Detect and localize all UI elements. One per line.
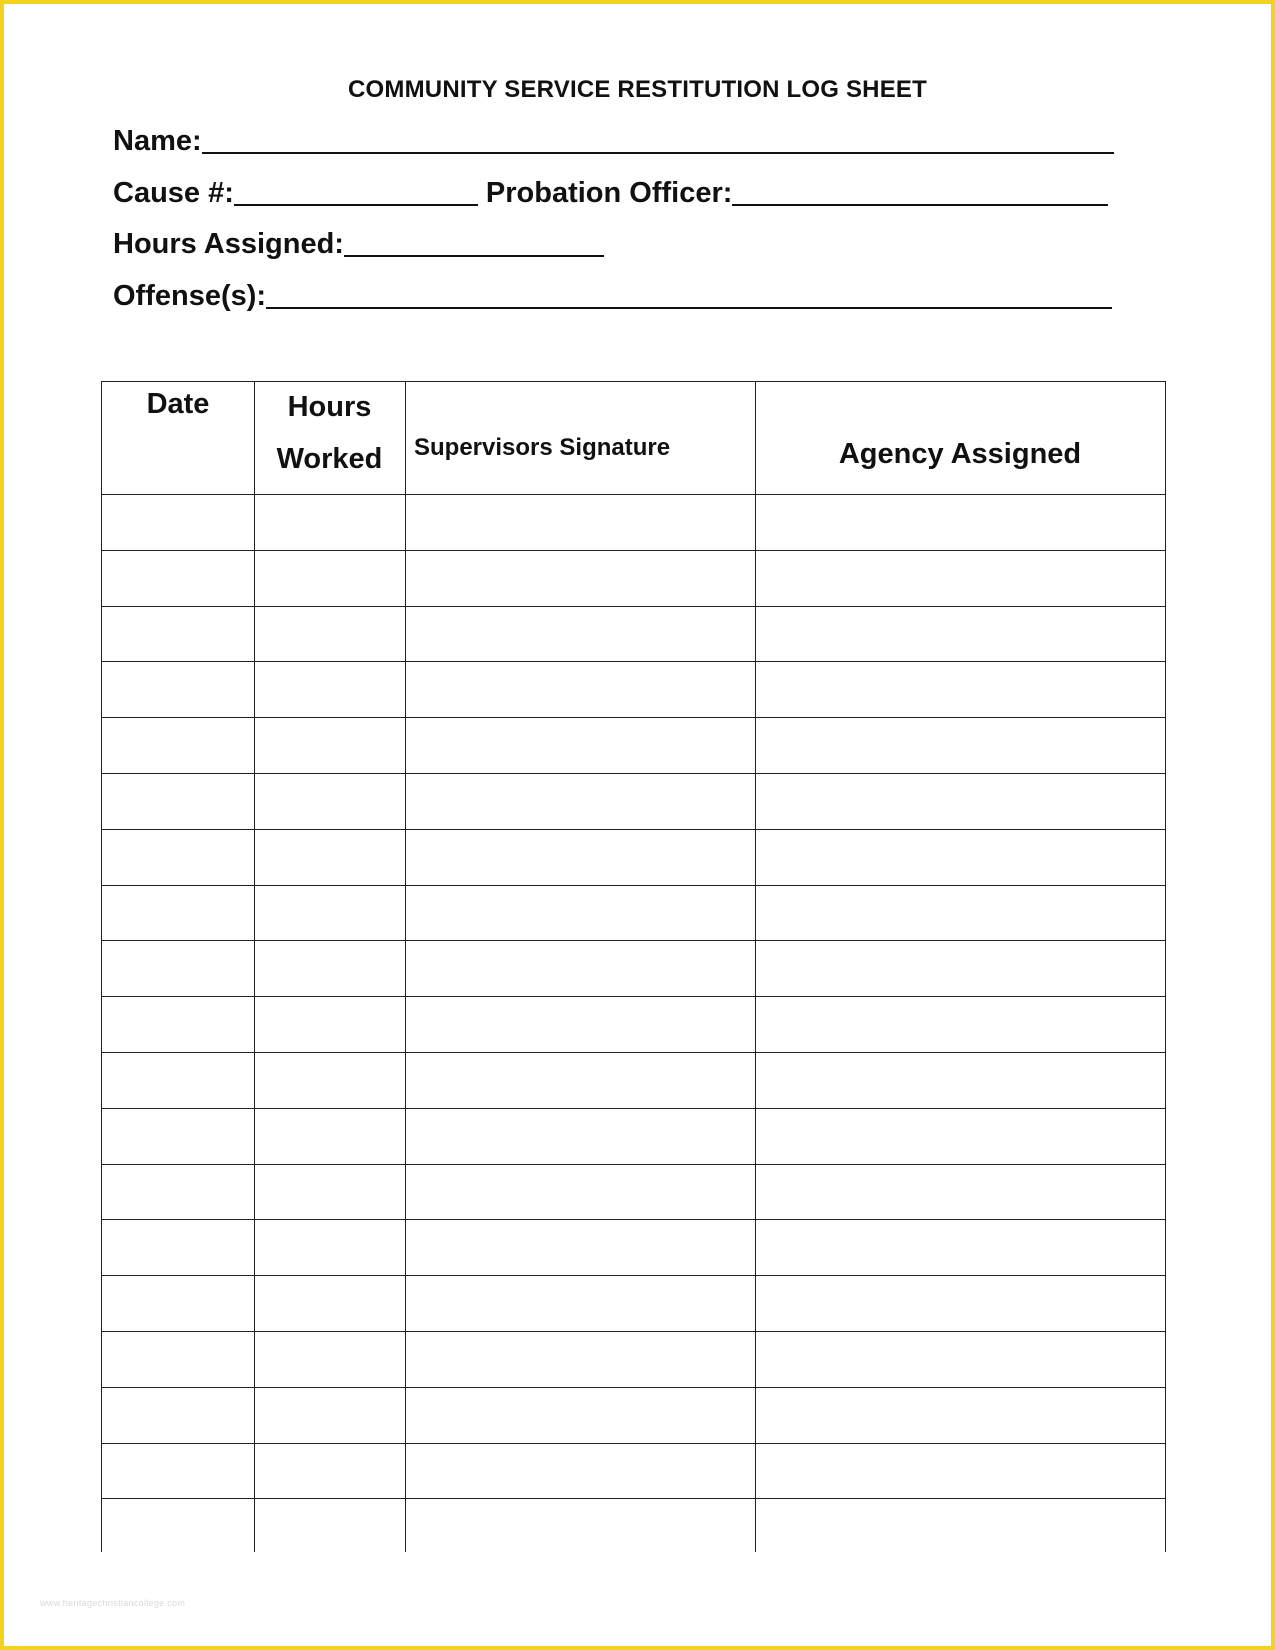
column-divider (405, 382, 406, 1552)
table-row-line (102, 1331, 1165, 1332)
table-row-line (102, 940, 1165, 941)
table-row-line (102, 1108, 1165, 1109)
header-date: Date (146, 388, 210, 420)
column-divider (755, 382, 756, 1552)
table-row-line (102, 1052, 1165, 1053)
offenses-field-row (113, 273, 1112, 313)
header-hours-line1: Hours (287, 391, 372, 423)
table-row-line (102, 606, 1165, 607)
cause-blank-line[interactable] (234, 164, 478, 206)
table-row-line (102, 1219, 1165, 1220)
table-row-line (102, 996, 1165, 997)
header-supervisor-signature: Supervisors Signature (414, 434, 671, 461)
probation-officer-label: Probation Officer: (485, 177, 733, 209)
probation-officer-blank-line[interactable] (732, 164, 1108, 206)
log-table (101, 381, 1166, 1552)
table-row-line (102, 661, 1165, 662)
hours-assigned-field-row (113, 221, 604, 261)
table-row-line (102, 1387, 1165, 1388)
hours-assigned-label: Hours Assigned: (113, 228, 344, 260)
table-row-line (102, 550, 1165, 551)
header-bottom-line (102, 494, 1165, 495)
table-row-line (102, 1275, 1165, 1276)
offenses-label: Offense(s): (113, 280, 267, 312)
name-label: Name: (113, 125, 202, 157)
name-blank-line[interactable] (202, 112, 1114, 154)
header-agency-assigned: Agency Assigned (838, 438, 1082, 470)
table-row-line (102, 1164, 1165, 1165)
column-divider (254, 382, 255, 1552)
hours-assigned-blank-line[interactable] (344, 215, 604, 257)
table-row-line (102, 773, 1165, 774)
name-field-row (113, 118, 1114, 158)
table-row-line (102, 885, 1165, 886)
cause-field-row (113, 170, 1108, 210)
watermark-text: www.heritagechristiancollege.com (40, 1598, 186, 1608)
offenses-blank-line[interactable] (266, 267, 1112, 309)
table-row-line (102, 1443, 1165, 1444)
cause-label: Cause #: (113, 177, 234, 209)
table-row-line (102, 829, 1165, 830)
document-title: COMMUNITY SERVICE RESTITUTION LOG SHEET (348, 76, 927, 103)
header-hours-line2: Worked (276, 443, 383, 475)
header-hours-worked (254, 381, 405, 485)
table-row-line (102, 1498, 1165, 1499)
table-row-line (102, 717, 1165, 718)
